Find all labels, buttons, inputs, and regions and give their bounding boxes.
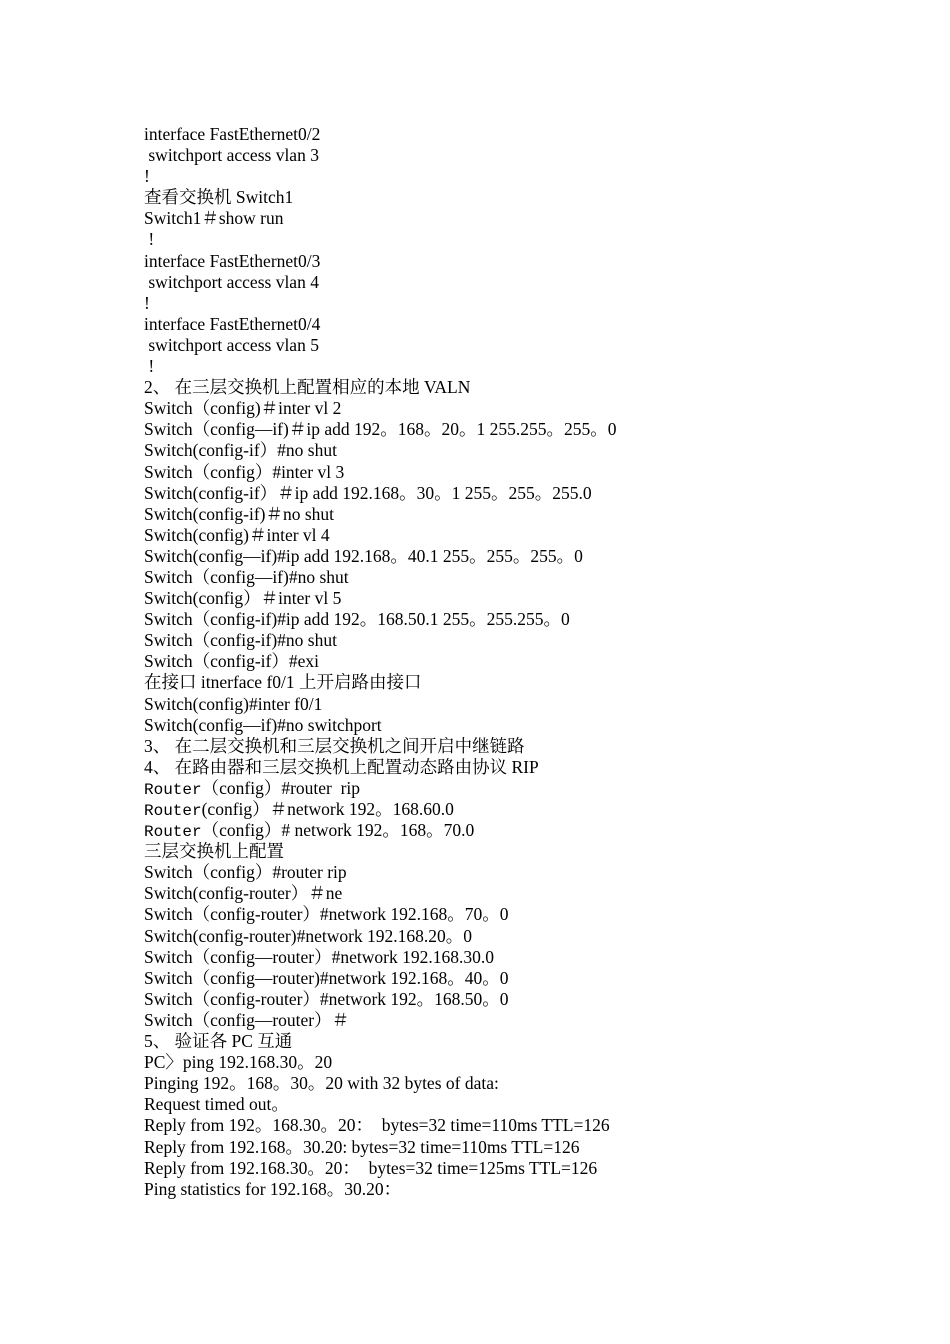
text-line: Switch（config)＃inter vl 2 [144,398,342,419]
text-line: Switch（config-router）#network 192.168。70。0 [144,904,509,925]
text-line: Switch（config）#router rip [144,862,347,883]
command-text: (config）＃network 192。168.60.0 [201,799,454,819]
text-line: switchport access vlan 4 [144,271,319,292]
text-line: Switch(config)#inter f0/1 [144,693,323,714]
text-line: Switch（config-if)#no shut [144,630,337,651]
text-line: Ping statistics for 192.168。30.20： [144,1178,402,1199]
text-line: switchport access vlan 5 [144,334,319,355]
text-line: switchport access vlan 3 [144,145,319,166]
router-prompt: Router [144,802,202,820]
text-line: Switch(config）＃inter vl 5 [144,588,342,609]
text-line: 3、 在二层交换机和三层交换机之间开启中继链路 [144,735,525,756]
text-line: Switch（config—if)#no shut [144,566,349,587]
text-line [144,799,904,820]
text-line [144,778,904,799]
router-prompt: Router [144,780,202,799]
text-line: Switch（config-if)#ip add 192。168.50.1 255。255.255。0 [144,609,570,630]
text-line: interface FastEthernet0/2 [144,124,321,144]
text-line: ! [144,229,155,250]
text-line: Request timed out。 [144,1094,289,1115]
text-line: Switch（config—router）#network 192.168.30.0 [144,946,494,967]
text-line: Switch(config-router）＃ne [144,883,343,904]
text-line: ! [144,292,150,313]
router-prompt: Router [144,823,202,842]
text-line: Switch(config—if)#no switchport [144,714,382,735]
text-line: 5、 验证各 PC 互通 [144,1031,293,1052]
text-line: Pinging 192。168。30。20 with 32 bytes of data: [144,1073,499,1094]
text-line: Switch（config-router）#network 192。168.50。0 [144,988,509,1009]
text-line: 4、 在路由器和三层交换机上配置动态路由协议 RIP [144,756,539,777]
text-line: interface FastEthernet0/3 [144,250,321,271]
text-line [144,820,904,841]
text-line: 三层交换机上配置 [144,841,284,862]
text-line: Switch（config-if）#exi [144,651,319,672]
command-text: （config）#router rip [201,777,361,798]
text-line: Switch（config—if)＃ip add 192。168。20。1 255.255。255。0 [144,419,617,440]
text-line: Switch(config)＃inter vl 4 [144,524,330,545]
text-line: Reply from 192。168.30。20： bytes=32 time=110ms TTL=126 [144,1115,610,1136]
text-line: Switch(config-if)＃no shut [144,503,335,524]
text-line: 2、 在三层交换机上配置相应的本地 VALN [144,377,471,398]
text-line: Switch(config—if)#ip add 192.168。40.1 255。255。255。0 [144,545,583,566]
text-line: Reply from 192.168。30.20: bytes=32 time=110ms TTL=126 [144,1136,580,1157]
text-line: Switch（config—router)#network 192.168。40。0 [144,967,509,988]
document-body [144,124,904,1200]
text-line: Switch1＃show run [144,208,284,229]
text-line: 在接口 itnerface f0/1 上开启路由接口 [144,672,422,693]
text-line: Reply from 192.168.30。20： bytes=32 time=125ms TTL=126 [144,1157,598,1178]
text-line: PC〉ping 192.168.30。20 [144,1052,333,1073]
text-line: ! [144,356,155,377]
text-line: Switch（config）#inter vl 3 [144,461,345,482]
text-line: Switch(config-if）#no shut [144,440,337,461]
text-line: Switch(config-if）＃ip add 192.168。30。1 255。255。255.0 [144,482,592,503]
text-line: ! [144,166,150,187]
text-line: Switch(config-router)#network 192.168.20。0 [144,925,473,946]
command-text: （config）# network 192。168。70.0 [201,820,475,841]
text-line: 查看交换机 Switch1 [144,187,294,208]
text-line: Switch（config—router）＃ [144,1009,350,1030]
text-line: interface FastEthernet0/4 [144,313,321,334]
